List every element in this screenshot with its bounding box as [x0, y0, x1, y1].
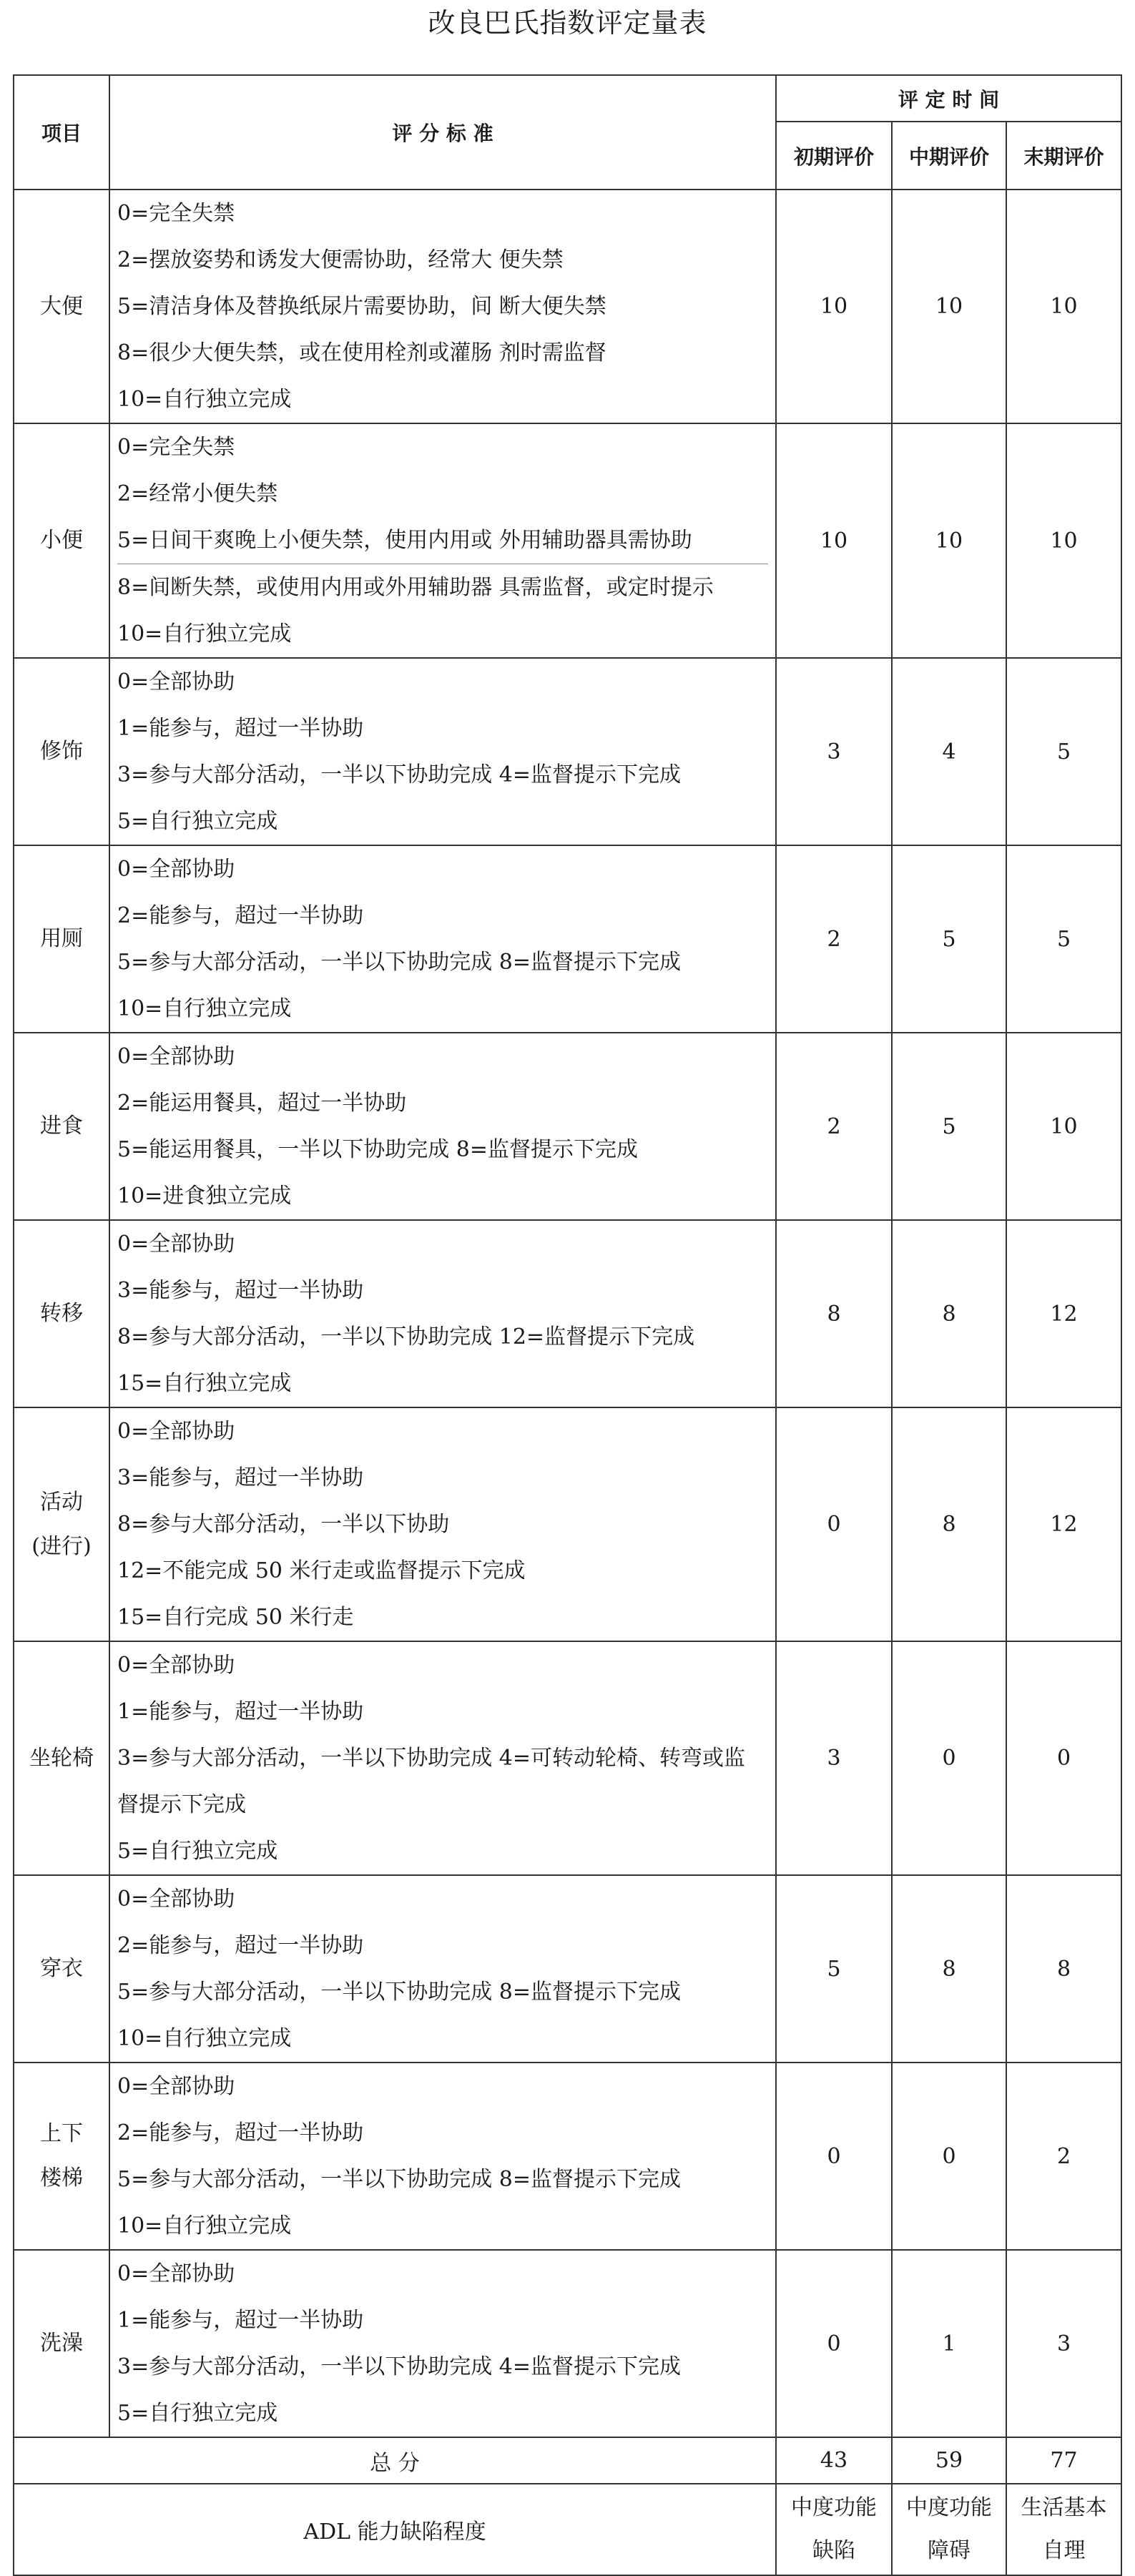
score-final: 12 [1006, 1220, 1121, 1407]
item-name: 用厕 [40, 926, 83, 951]
total-middle: 59 [892, 2437, 1006, 2484]
score-final: 12 [1006, 1407, 1121, 1641]
item-name-cell [14, 2063, 109, 2250]
criteria-line: 3=参与大部分活动，一半以下协助完成 4=监督提示下完成 [117, 762, 681, 787]
criteria-line: 10=自行独立完成 [117, 387, 292, 412]
table-row [14, 1033, 1121, 1220]
score-initial: 2 [776, 845, 892, 1033]
criteria-line: 0=全部协助 [117, 1887, 235, 1912]
score-middle: 0 [892, 2063, 1006, 2250]
table-row [14, 658, 1121, 845]
adl-initial-line: 中度功能 [791, 2495, 877, 2520]
criteria-line: 5=能运用餐具，一半以下协助完成 8=监督提示下完成 [117, 1137, 638, 1162]
criteria-line: 2=能参与，超过一半协助 [117, 1933, 364, 1958]
criteria-line: 2=能参与，超过一半协助 [117, 2120, 364, 2145]
item-name: 转移 [40, 1301, 83, 1326]
adl-final-line: 自理 [1042, 2538, 1086, 2563]
adl-final [1006, 2484, 1121, 2575]
criteria-line: 1=能参与，超过一半协助 [117, 2308, 364, 2333]
criteria-line: 2=能运用餐具，超过一半协助 [117, 1091, 407, 1116]
score-initial: 5 [776, 1875, 892, 2063]
adl-middle-line: 中度功能 [906, 2495, 992, 2520]
score-final: 5 [1006, 845, 1121, 1033]
item-name-cell [14, 1875, 109, 2063]
criteria-line: 督提示下完成 [117, 1792, 246, 1817]
score-final: 10 [1006, 1033, 1121, 1220]
adl-initial-line: 缺陷 [812, 2538, 855, 2563]
criteria-line: 8=参与大部分活动，一半以下协助 [117, 1512, 450, 1537]
total-label: 总 分 [14, 2437, 776, 2484]
table-row [14, 845, 1121, 1033]
score-initial: 0 [776, 2250, 892, 2437]
item-name: 大便 [40, 293, 83, 319]
item-name: 穿衣 [40, 1956, 83, 1981]
criteria-line: 3=能参与，超过一半协助 [117, 1465, 364, 1490]
score-initial: 0 [776, 1407, 892, 1641]
score-middle: 4 [892, 658, 1006, 845]
criteria-line: 0=全部协助 [117, 857, 235, 882]
criteria-line: 8=间断失禁，或使用内用或外用辅助器 具需监督，或定时提示 [117, 564, 768, 611]
criteria-line: 5=自行独立完成 [117, 1839, 278, 1864]
item-name-cell [14, 1033, 109, 1220]
score-initial: 2 [776, 1033, 892, 1220]
criteria-line: 15=自行独立完成 [117, 1371, 292, 1396]
score-final: 8 [1006, 1875, 1121, 2063]
score-middle: 8 [892, 1407, 1006, 1641]
criteria-line: 5=参与大部分活动，一半以下协助完成 8=监督提示下完成 [117, 950, 681, 975]
criteria-cell [109, 2063, 776, 2250]
table-row [14, 1641, 1121, 1875]
criteria-line: 5=参与大部分活动，一半以下协助完成 8=监督提示下完成 [117, 2167, 681, 2192]
table-row [14, 423, 1121, 658]
header-criteria: 评 分 标 准 [109, 75, 776, 190]
header-item: 项目 [14, 75, 109, 190]
criteria-line: 3=能参与，超过一半协助 [117, 1278, 364, 1303]
criteria-line: 1=能参与，超过一半协助 [117, 1699, 364, 1724]
total-initial: 43 [776, 2437, 892, 2484]
item-name-line2: 楼梯 [40, 2165, 83, 2191]
score-middle: 0 [892, 1641, 1006, 1875]
criteria-line: 5=清洁身体及替换纸尿片需要协助，间 断大便失禁 [117, 294, 606, 319]
criteria-line: 5=自行独立完成 [117, 809, 278, 834]
header-initial: 初期评价 [776, 122, 892, 190]
item-name: 修饰 [40, 739, 83, 764]
criteria-line: 0=全部协助 [117, 1653, 235, 1678]
criteria-line: 8=参与大部分活动，一半以下协助完成 12=监督提示下完成 [117, 1324, 695, 1350]
criteria-line: 10=自行独立完成 [117, 621, 292, 647]
criteria-line: 5=自行独立完成 [117, 2401, 278, 2426]
criteria-line: 10=自行独立完成 [117, 2026, 292, 2051]
criteria-line: 10=进食独立完成 [117, 1184, 292, 1209]
table-row [14, 2063, 1121, 2250]
table-row [14, 1220, 1121, 1407]
score-middle: 5 [892, 1033, 1006, 1220]
item-name-cell [14, 190, 109, 423]
score-middle: 1 [892, 2250, 1006, 2437]
adl-final-line: 生活基本 [1021, 2495, 1107, 2520]
header-final: 末期评价 [1006, 122, 1121, 190]
item-name: 坐轮椅 [29, 1745, 94, 1771]
score-final: 2 [1006, 2063, 1121, 2250]
table-row [14, 190, 1121, 423]
item-name-cell [14, 2250, 109, 2437]
score-middle: 5 [892, 845, 1006, 1033]
criteria-line: 3=参与大部分活动，一半以下协助完成 4=可转动轮椅、转弯或监 [117, 1746, 745, 1771]
header-middle: 中期评价 [892, 122, 1006, 190]
criteria-cell [109, 1033, 776, 1220]
criteria-line: 10=自行独立完成 [117, 996, 292, 1021]
criteria-line: 3=参与大部分活动，一半以下协助完成 4=监督提示下完成 [117, 2354, 681, 2379]
criteria-cell [109, 423, 776, 658]
score-final: 10 [1006, 190, 1121, 423]
item-name-cell [14, 423, 109, 658]
score-final: 5 [1006, 658, 1121, 845]
criteria-line: 2=能参与，超过一半协助 [117, 903, 364, 928]
criteria-line: 0=全部协助 [117, 1419, 235, 1444]
adl-middle-line: 障碍 [928, 2538, 971, 2563]
adl-label: ADL 能力缺陷程度 [14, 2484, 776, 2575]
score-initial: 3 [776, 658, 892, 845]
criteria-line: 0=全部协助 [117, 669, 235, 694]
criteria-cell [109, 845, 776, 1033]
score-final: 10 [1006, 423, 1121, 658]
adl-middle [892, 2484, 1006, 2575]
barthel-table [13, 74, 1122, 2576]
item-name: 洗澡 [40, 2331, 83, 2356]
score-initial: 3 [776, 1641, 892, 1875]
criteria-line: 2=经常小便失禁 [117, 481, 278, 506]
score-initial: 0 [776, 2063, 892, 2250]
item-name-cell [14, 658, 109, 845]
total-final: 77 [1006, 2437, 1121, 2484]
item-name-cell [14, 1220, 109, 1407]
item-name: 活动 [40, 1489, 83, 1515]
score-initial: 10 [776, 423, 892, 658]
criteria-cell [109, 190, 776, 423]
criteria-line: 2=摆放姿势和诱发大便需协助，经常大 便失禁 [117, 247, 564, 272]
score-final: 3 [1006, 2250, 1121, 2437]
score-middle: 10 [892, 423, 1006, 658]
criteria-line: 0=全部协助 [117, 1232, 235, 1257]
criteria-cell [109, 2250, 776, 2437]
criteria-cell [109, 1875, 776, 2063]
criteria-line: 0=完全失禁 [117, 435, 235, 460]
criteria-line: 0=全部协助 [117, 2074, 235, 2099]
score-final: 0 [1006, 1641, 1121, 1875]
criteria-line: 12=不能完成 50 米行走或监督提示下完成 [117, 1558, 526, 1583]
criteria-line: 10=自行独立完成 [117, 2213, 292, 2238]
score-middle: 8 [892, 1875, 1006, 2063]
criteria-line: 0=完全失禁 [117, 201, 235, 226]
score-initial: 10 [776, 190, 892, 423]
item-name-line2: (进行) [31, 1533, 92, 1559]
criteria-line: 1=能参与，超过一半协助 [117, 716, 364, 741]
table-row [14, 1875, 1121, 2063]
item-name: 上下 [40, 2121, 83, 2146]
adl-initial [776, 2484, 892, 2575]
criteria-cell [109, 1641, 776, 1875]
criteria-line: 0=全部协助 [117, 1044, 235, 1069]
criteria-cell [109, 658, 776, 845]
score-middle: 10 [892, 190, 1006, 423]
criteria-cell [109, 1407, 776, 1641]
score-middle: 8 [892, 1220, 1006, 1407]
item-name: 进食 [40, 1114, 83, 1139]
criteria-line: 15=自行完成 50 米行走 [117, 1605, 354, 1630]
item-name-cell [14, 845, 109, 1033]
criteria-line: 0=全部协助 [117, 2261, 235, 2286]
item-name-cell [14, 1407, 109, 1641]
criteria-line: 8=很少大便失禁，或在使用栓剂或灌肠 剂时需监督 [117, 340, 606, 365]
page-title: 改良巴氏指数评定量表 [428, 7, 707, 39]
header-time: 评 定 时 间 [776, 75, 1121, 122]
score-initial: 8 [776, 1220, 892, 1407]
item-name: 小便 [40, 528, 83, 553]
table-row [14, 1407, 1121, 1641]
criteria-line: 5=日间干爽晚上小便失禁，使用内用或 外用辅助器具需协助 [117, 528, 692, 553]
table-row [14, 2250, 1121, 2437]
criteria-line: 5=参与大部分活动，一半以下协助完成 8=监督提示下完成 [117, 1980, 681, 2005]
item-name-cell [14, 1641, 109, 1875]
criteria-cell [109, 1220, 776, 1407]
